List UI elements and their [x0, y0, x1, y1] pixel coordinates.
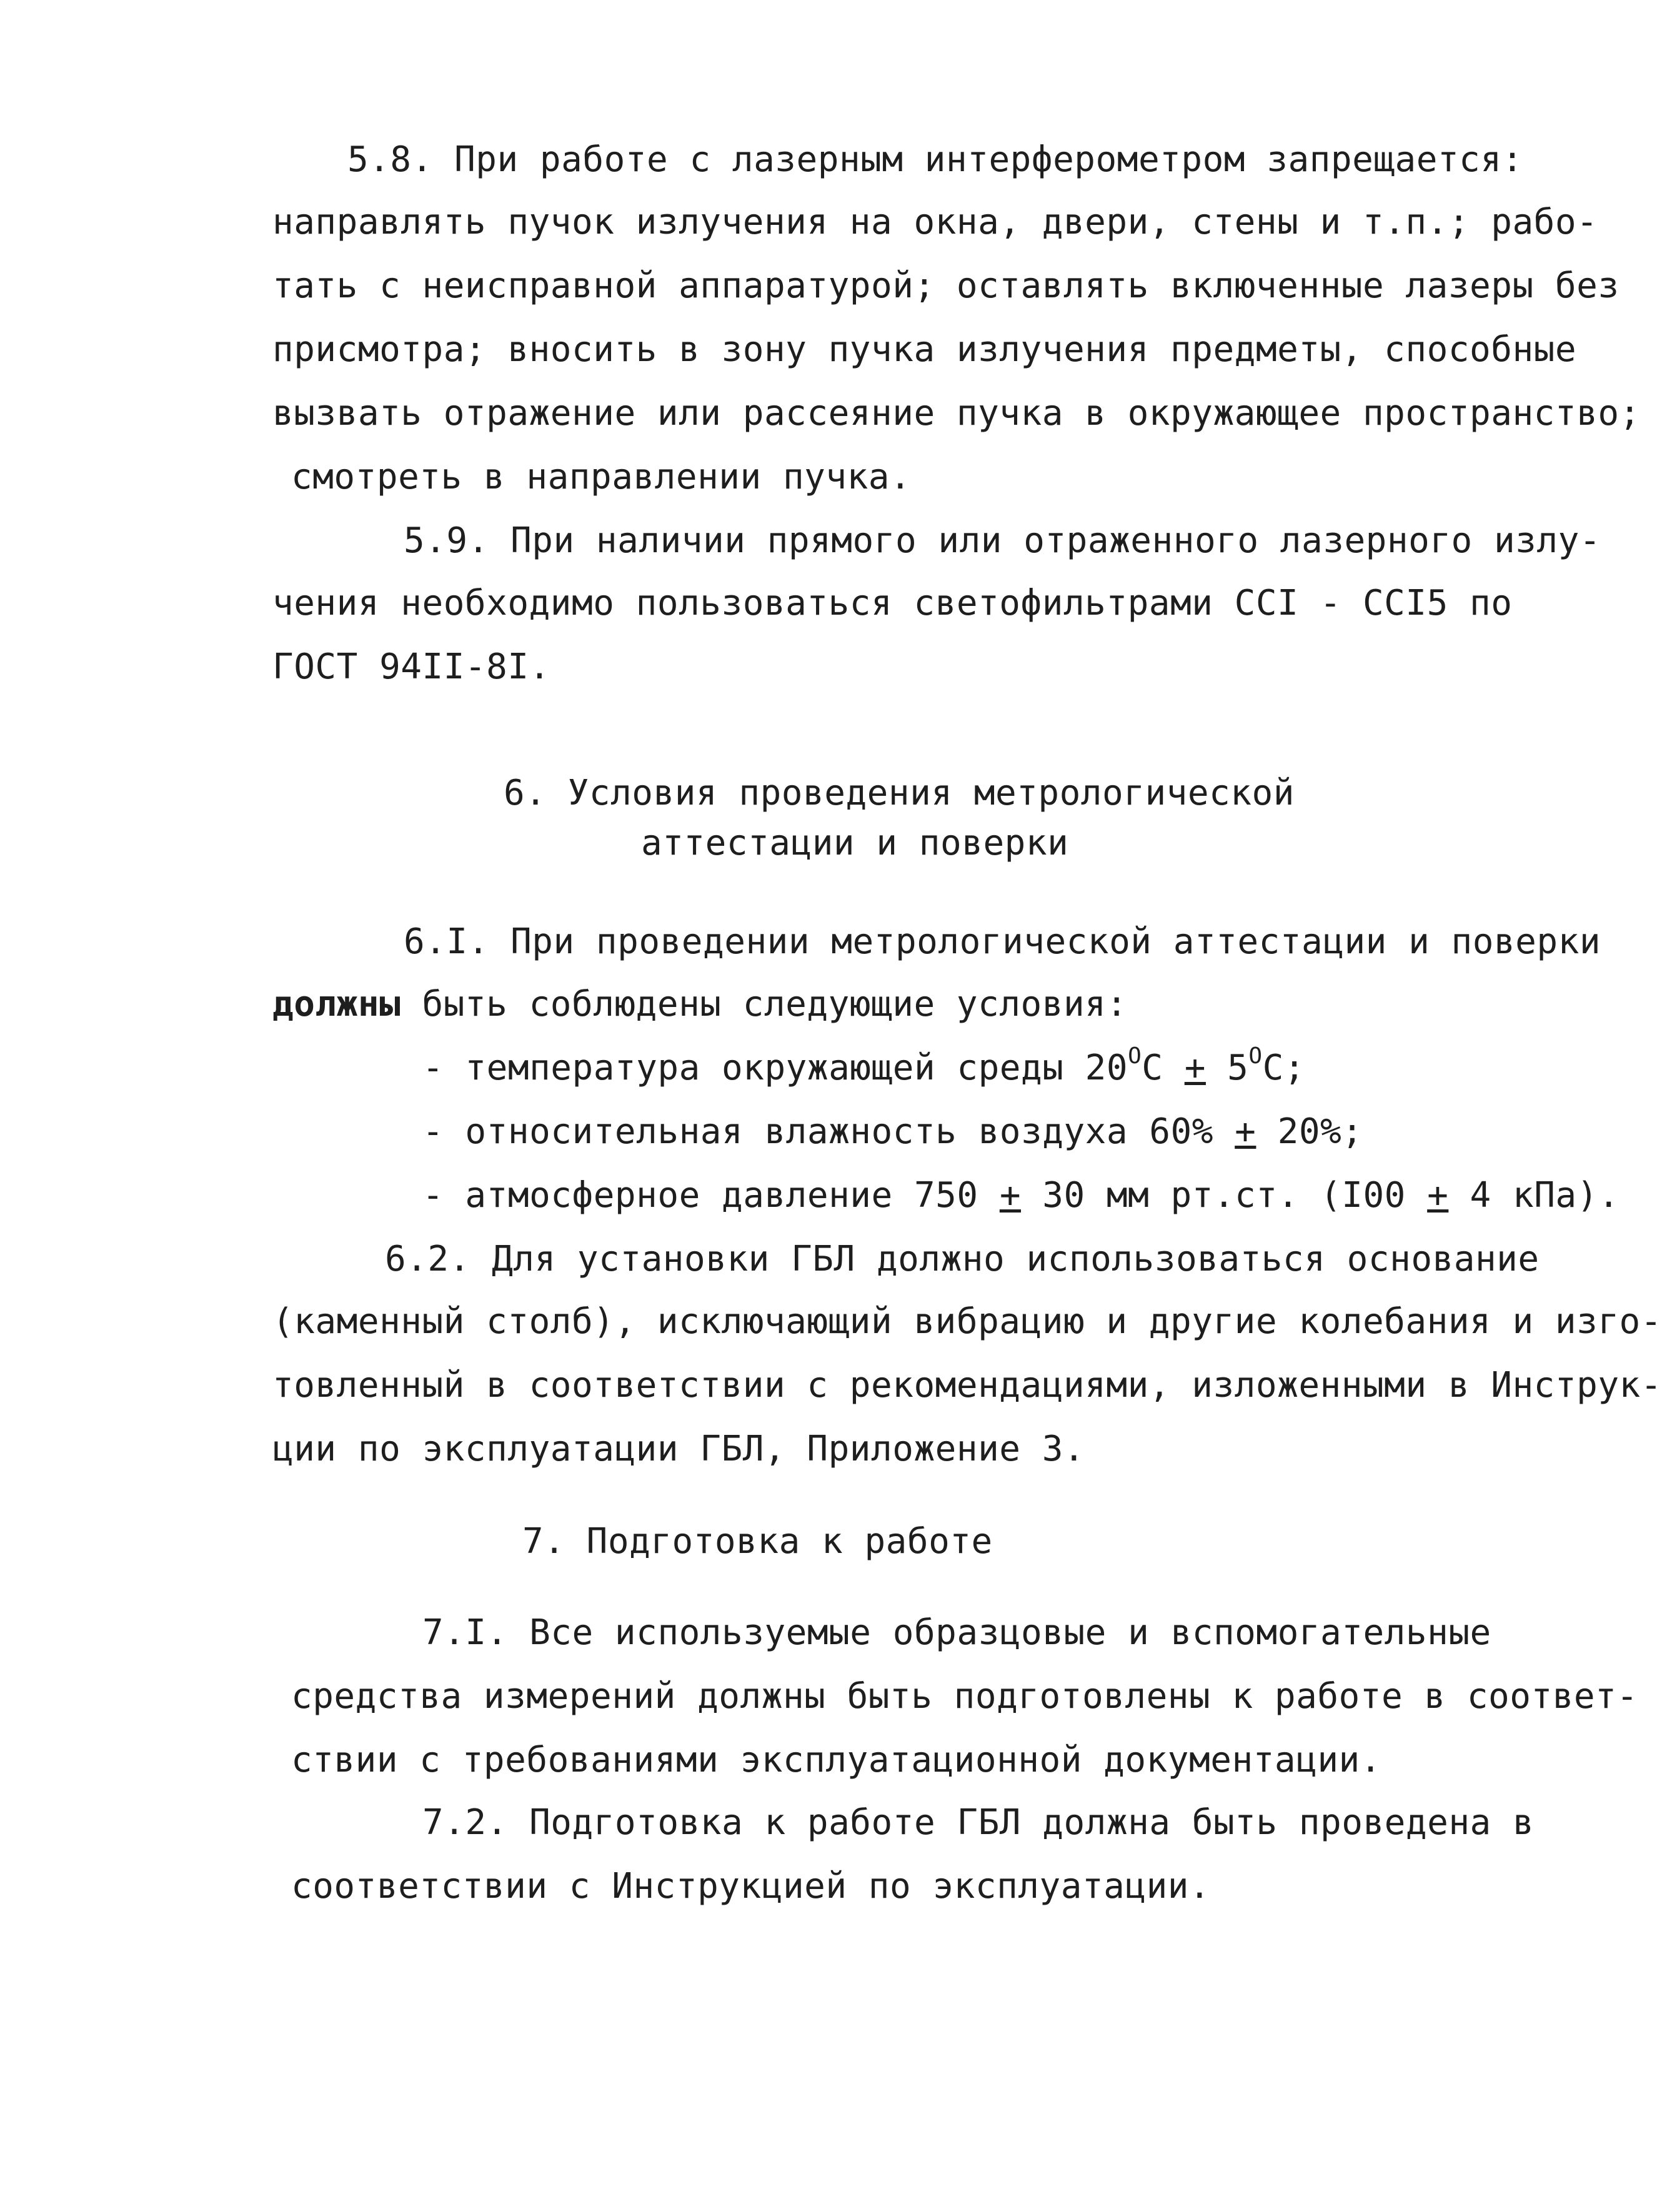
para-7-1-line-1: 7.I. Все используемые образцовые и вспомогательные — [422, 1612, 1491, 1653]
humidity-tolerance: 20%; — [1256, 1111, 1363, 1152]
emphasis-text: должны — [272, 984, 401, 1024]
plus-minus-sign: + — [1235, 1111, 1256, 1152]
para-5-9-line-3: ГОСТ 94II-8I. — [272, 647, 550, 687]
para-7-1-line-3: ствии с требованиями эксплуатационной документации. — [291, 1740, 1381, 1780]
para-6-1-line-2-rest: быть соблюдены следующие условия: — [401, 984, 1128, 1024]
temperature-tolerance: 5 — [1205, 1048, 1249, 1088]
condition-humidity — [422, 1109, 1363, 1154]
humidity-text: - относительная влажность воздуха 60% — [422, 1111, 1235, 1152]
para-5-8-line-2: направлять пучок излучения на окна, двери, стены и т.п.; рабо- — [272, 202, 1598, 242]
para-7-1-line-2: средства измерений должны быть подготовлены к работе в соответ- — [291, 1676, 1638, 1717]
plus-minus-sign: + — [1427, 1175, 1449, 1216]
para-5-8-line-5: вызвать отражение или рассеяние пучка в окружающее пространство; — [272, 393, 1641, 434]
para-6-2-line-2: (каменный столб), исключающий вибрацию и другие колебания и изго- — [272, 1301, 1662, 1342]
temperature-tolerance-unit: С; — [1262, 1048, 1305, 1088]
para-7-2-line-1: 7.2. Подготовка к работе ГБЛ должна быть проведена в — [422, 1802, 1535, 1843]
para-5-8-line-1: 5.8. При работе с лазерным интерферометром запрещается: — [347, 139, 1523, 180]
para-6-2-line-4: ции по эксплуатации ГБЛ, Приложение 3. — [272, 1429, 1085, 1469]
plus-minus-sign: + — [1184, 1048, 1206, 1088]
section-6-heading-line-1: 6. Условия проведения метрологической — [504, 773, 1295, 813]
section-6-heading-line-2: аттестации и поверки — [641, 823, 1069, 863]
para-5-8-line-4: присмотра; вносить в зону пучка излучения предметы, способные — [272, 329, 1577, 370]
degree-sign: О — [1248, 1043, 1263, 1069]
pressure-tolerance-kpa: 4 кПа). — [1448, 1175, 1620, 1216]
para-5-8-line-3: тать с неисправной аппаратурой; оставлять включенные лазеры без — [272, 265, 1620, 306]
para-6-1-line-2 — [272, 982, 1128, 1027]
para-7-2-line-2: соответствии с Инструкцией по эксплуатации. — [291, 1866, 1211, 1907]
condition-pressure — [422, 1173, 1620, 1218]
para-6-2-line-3: товленный в соответствии с рекомендациями, изложенными в Инструк- — [272, 1365, 1662, 1406]
para-5-8-line-6: смотреть в направлении пучка. — [291, 457, 912, 497]
condition-temperature — [422, 1043, 1305, 1091]
temperature-text: - температура окружающей среды 20 — [422, 1048, 1128, 1088]
temperature-unit: С — [1142, 1048, 1185, 1088]
para-5-9-line-2: чения необходимо пользоваться светофильтрами ССI - ССI5 по — [272, 583, 1513, 623]
plus-minus-sign: + — [999, 1175, 1022, 1216]
para-6-1-line-1: 6.I. При проведении метрологической аттестации и поверки — [404, 921, 1601, 962]
section-7-heading: 7. Подготовка к работе — [522, 1521, 993, 1562]
pressure-text: - атмосферное давление 750 — [422, 1175, 1000, 1216]
para-5-9-line-1: 5.9. При наличии прямого или отраженного лазерного излу- — [404, 520, 1601, 561]
para-6-2-line-1: 6.2. Для установки ГБЛ должно использоваться основание — [385, 1239, 1540, 1279]
degree-sign: О — [1128, 1043, 1142, 1069]
pressure-tolerance-mm: 30 мм рт.ст. (I00 — [1021, 1175, 1428, 1216]
